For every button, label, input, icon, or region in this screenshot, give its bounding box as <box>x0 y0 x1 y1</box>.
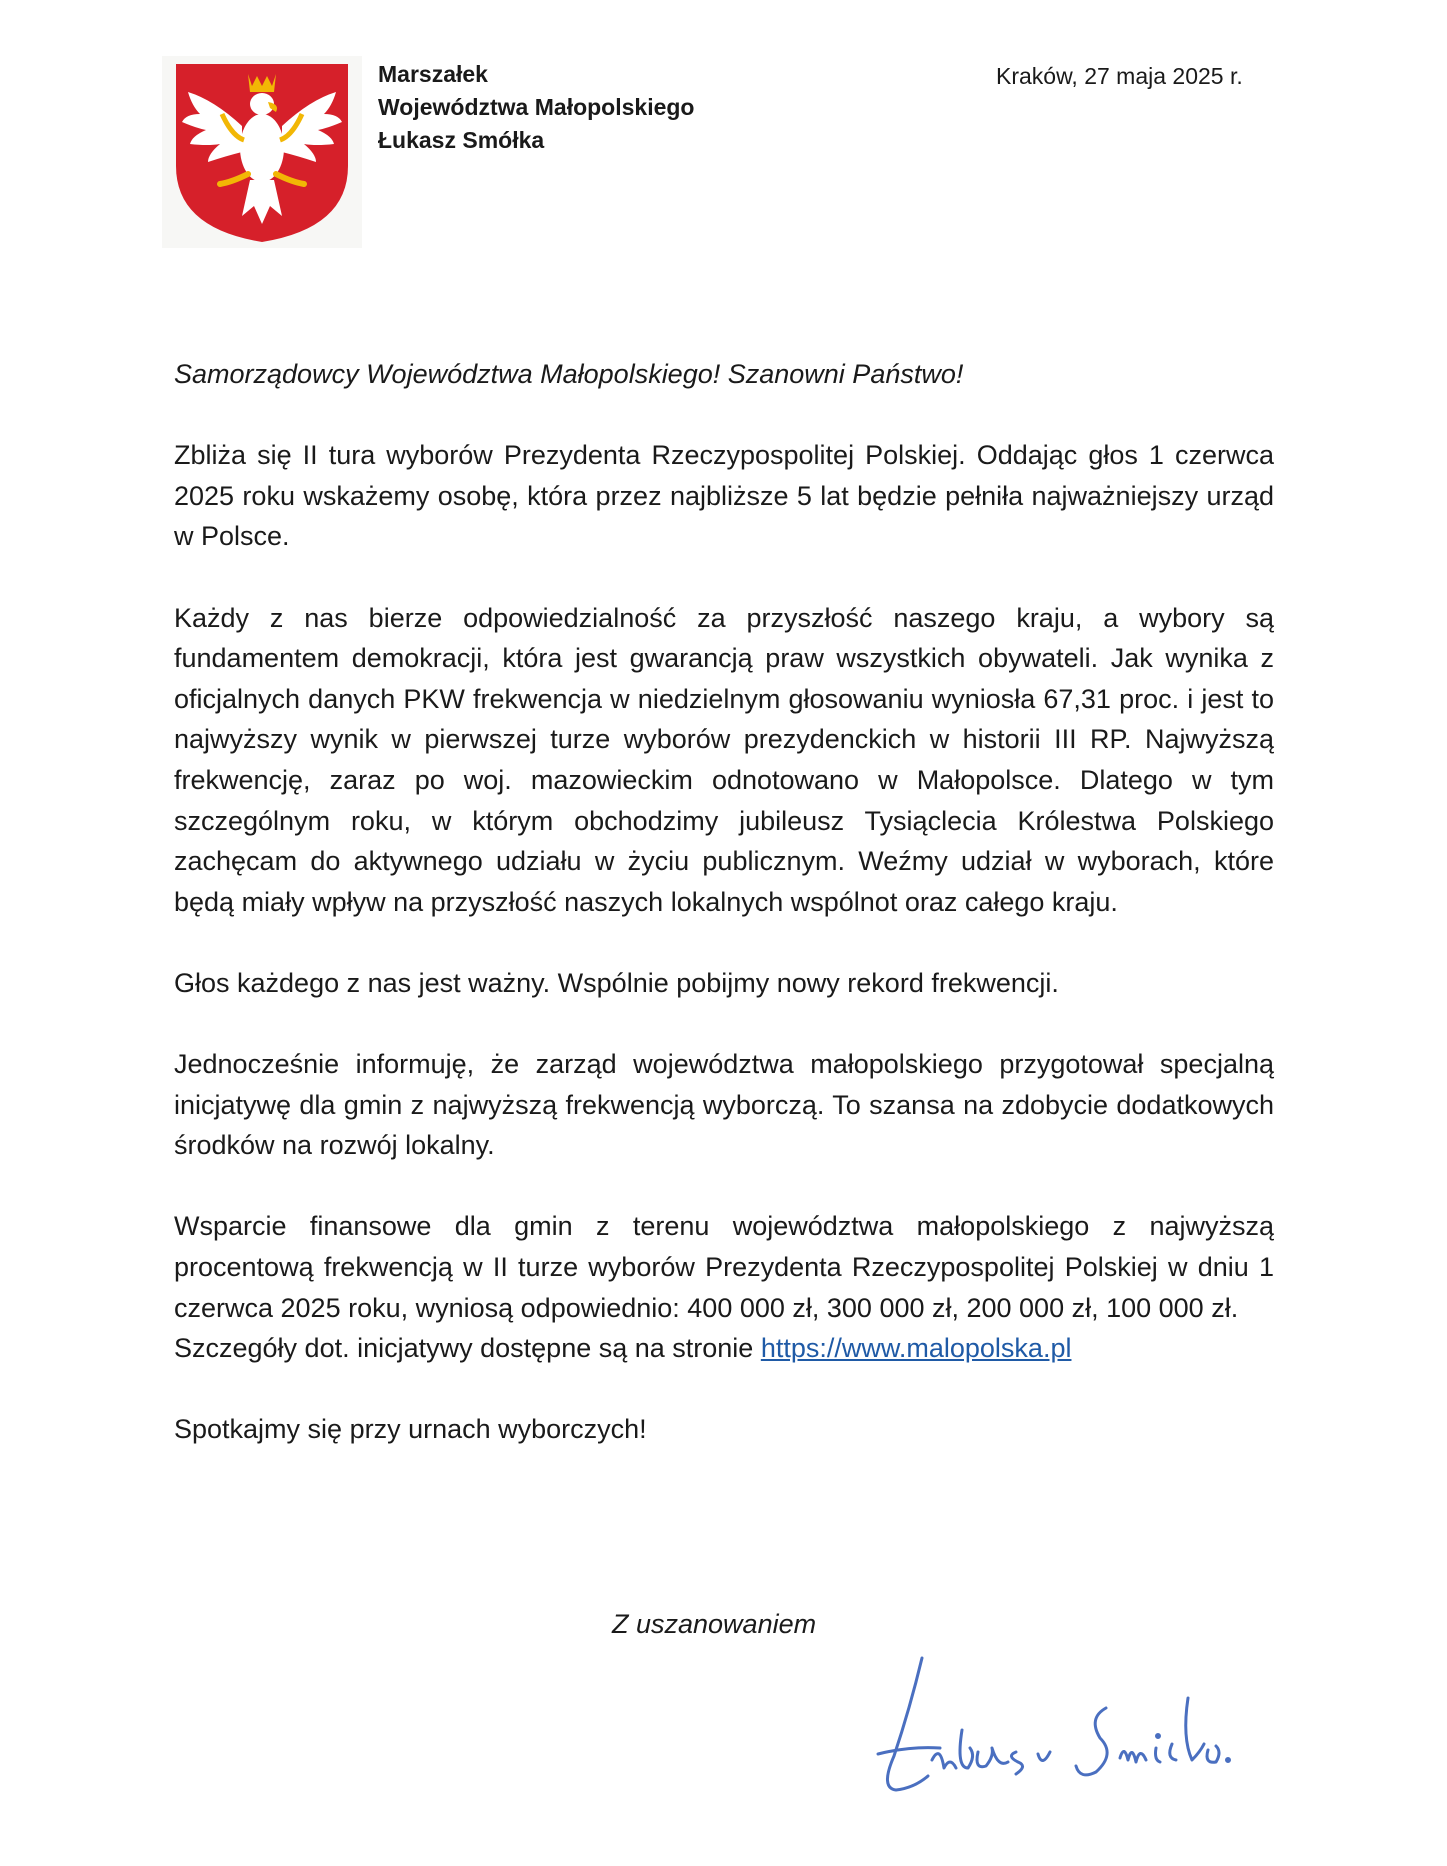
sender-office: Województwa Małopolskiego <box>378 94 695 120</box>
sender-title: Marszałek <box>378 61 488 87</box>
details-prefix: Szczegóły dot. inicjatywy dostępne są na stronie <box>174 1333 761 1364</box>
paragraph-2: Każdy z nas bierze odpowiedzialność za przyszłość naszego kraju, a wybory są fundamentem demokracji, która jest gwarancją praw wszystkich obywateli. Jak wynika z oficjalnych danych PKW frekwencja w niedzielnym głosowaniu wyniosła 67,31 proc. i jest to najwyższy wynik w pierwszej turze wyborów prezydenckich w historii III RP. Najwyższą frekwencję, zaraz po woj. mazowieckim odnotowano w Małopolsce. Dlatego w tym szczególnym roku, w którym obchodzimy jubileusz Tysiąclecia Królestwa Polskiego zachęcam do aktywnego udziału w życiu publicznym. Weźmy udział w wyborach, które będą miały wpływ na przyszłość naszych lokalnych wspólnot oraz całego kraju. <box>174 602 1274 917</box>
details-line <box>174 1328 1274 1369</box>
sender-block <box>378 58 695 157</box>
malopolska-link[interactable]: https://www.malopolska.pl <box>760 1333 1072 1364</box>
letter-date: Kraków, 27 maja 2025 r. <box>996 63 1243 89</box>
malopolska-coat-of-arms-icon <box>162 56 362 248</box>
paragraph-5: Wsparcie finansowe dla gmin z terenu województwa małopolskiego z najwyższą procentową frekwencją w II turze wyborów Prezydenta Rzeczypospolitej Polskiej w dniu 1 czerwca 2025 roku, wyniosą odpowiednio: 400 000 zł, 300 000 zł, 200 000 zł, 100 000 zł. <box>174 1211 1274 1323</box>
paragraph-1: Zbliża się II tura wyborów Prezydenta Rzeczypospolitej Polskiej. Oddając głos 1 czerwca 2025 roku wskażemy osobę, która przez najbliższe 5 lat będzie pełniła najważniejszy urząd w Polsce. <box>174 440 1274 552</box>
letter-closing: Z uszanowaniem <box>612 1609 817 1639</box>
paragraph-3: Głos każdego z nas jest ważny. Wspólnie pobijmy nowy rekord frekwencji. <box>174 967 1059 998</box>
letter-salutation: Samorządowcy Województwa Małopolskiego! Szanowni Państwo! <box>174 359 964 389</box>
sender-name: Łukasz Smółka <box>378 127 545 153</box>
handwritten-signature-icon <box>870 1648 1250 1808</box>
letter-body <box>174 354 1274 1491</box>
paragraph-6: Spotkajmy się przy urnach wyborczych! <box>174 1414 647 1445</box>
paragraph-4: Jednocześnie informuję, że zarząd województwa małopolskiego przygotował specjalną inicjatywę dla gmin z najwyższą frekwencją wyborczą. To szansa na zdobycie dodatkowych środków na rozwój lokalny. <box>174 1049 1274 1161</box>
